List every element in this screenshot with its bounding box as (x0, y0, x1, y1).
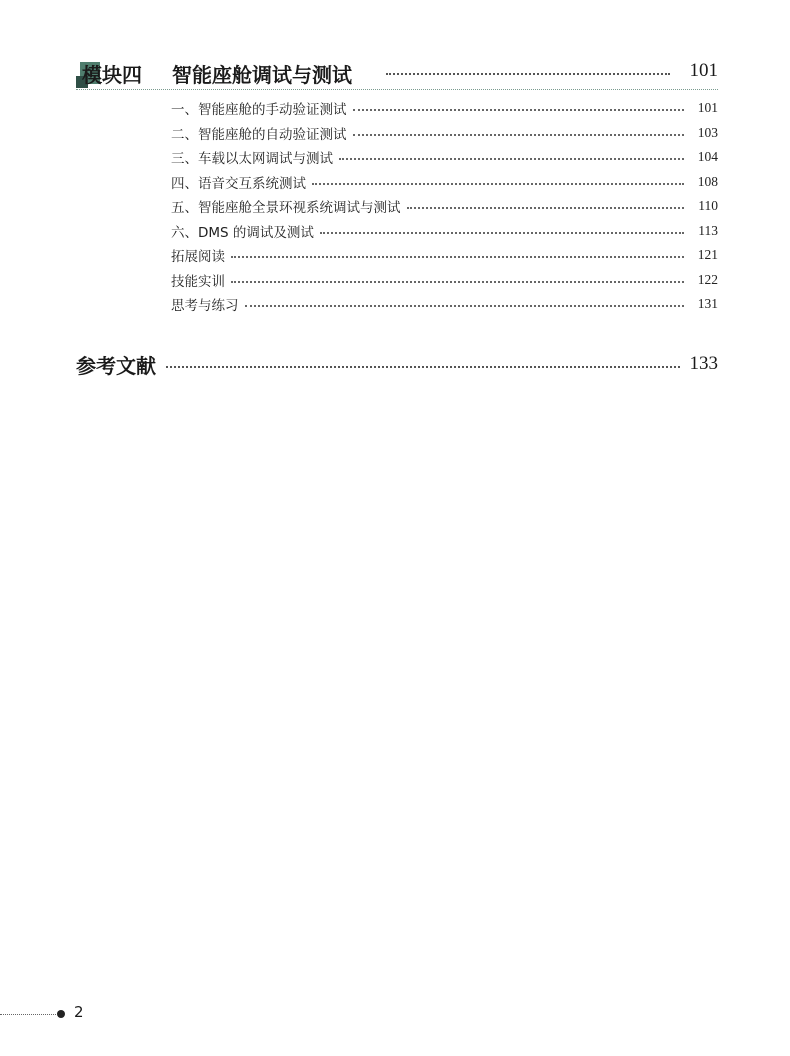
toc-item[interactable] (171, 170, 718, 195)
toc-item-page: 131 (697, 296, 718, 312)
toc-item-title: 拓展阅读 (171, 249, 225, 266)
leader-dots (407, 207, 685, 209)
toc-item-title: 思考与练习 (171, 298, 239, 315)
toc-item-title: 五、智能座舱全景环视系统调试与测试 (171, 200, 401, 217)
toc-item-page: 104 (697, 149, 718, 165)
toc-item-title: 一、智能座舱的手动验证测试 (171, 102, 347, 119)
toc-item-title: 六、DMS 的调试及测试 (171, 224, 314, 241)
toc-list (171, 96, 718, 317)
leader-dots (231, 256, 684, 258)
leader-dots (245, 305, 685, 307)
toc-item-page: 122 (697, 271, 718, 287)
toc-item[interactable] (171, 194, 718, 219)
leader-dots (339, 158, 684, 160)
toc-item-page: 108 (697, 173, 718, 189)
toc-item-title: 三、车载以太网调试与测试 (171, 151, 333, 168)
toc-item-page: 113 (698, 222, 718, 238)
leader-dots (312, 183, 684, 185)
references-title: 参考文献 (76, 353, 156, 378)
toc-item-page: 103 (697, 124, 718, 140)
toc-item[interactable] (171, 145, 718, 170)
module-page-number[interactable]: 101 (689, 60, 718, 81)
leader-dots (353, 134, 685, 136)
toc-item-title: 二、智能座舱的自动验证测试 (171, 126, 347, 143)
toc-item-page: 101 (697, 100, 718, 116)
toc-item[interactable] (171, 268, 718, 293)
toc-item-page: 121 (697, 247, 718, 263)
toc-item-title: 四、语音交互系统测试 (171, 175, 306, 192)
module-label: 模块四 (82, 63, 142, 87)
leader-dots (353, 109, 685, 111)
references-page-number: 133 (689, 353, 718, 374)
toc-item-title: 技能实训 (171, 273, 225, 290)
references-entry[interactable] (76, 350, 718, 378)
toc-item[interactable] (171, 121, 718, 146)
footer-page-number: 2 (74, 1003, 84, 1021)
toc-item[interactable] (171, 292, 718, 317)
toc-item-page: 110 (698, 198, 718, 214)
footer-dots (0, 1014, 56, 1015)
toc-item[interactable] (171, 96, 718, 121)
leader-dots (231, 281, 684, 283)
leader-dots (320, 232, 684, 234)
leader-dots (386, 73, 670, 75)
footer-bullet-icon (57, 1010, 65, 1018)
leader-dots (166, 366, 680, 368)
module-header (76, 58, 718, 88)
module-divider (76, 89, 718, 90)
toc-item[interactable] (171, 243, 718, 268)
module-title[interactable]: 智能座舱调试与测试 (172, 63, 352, 87)
toc-item[interactable] (171, 219, 718, 244)
